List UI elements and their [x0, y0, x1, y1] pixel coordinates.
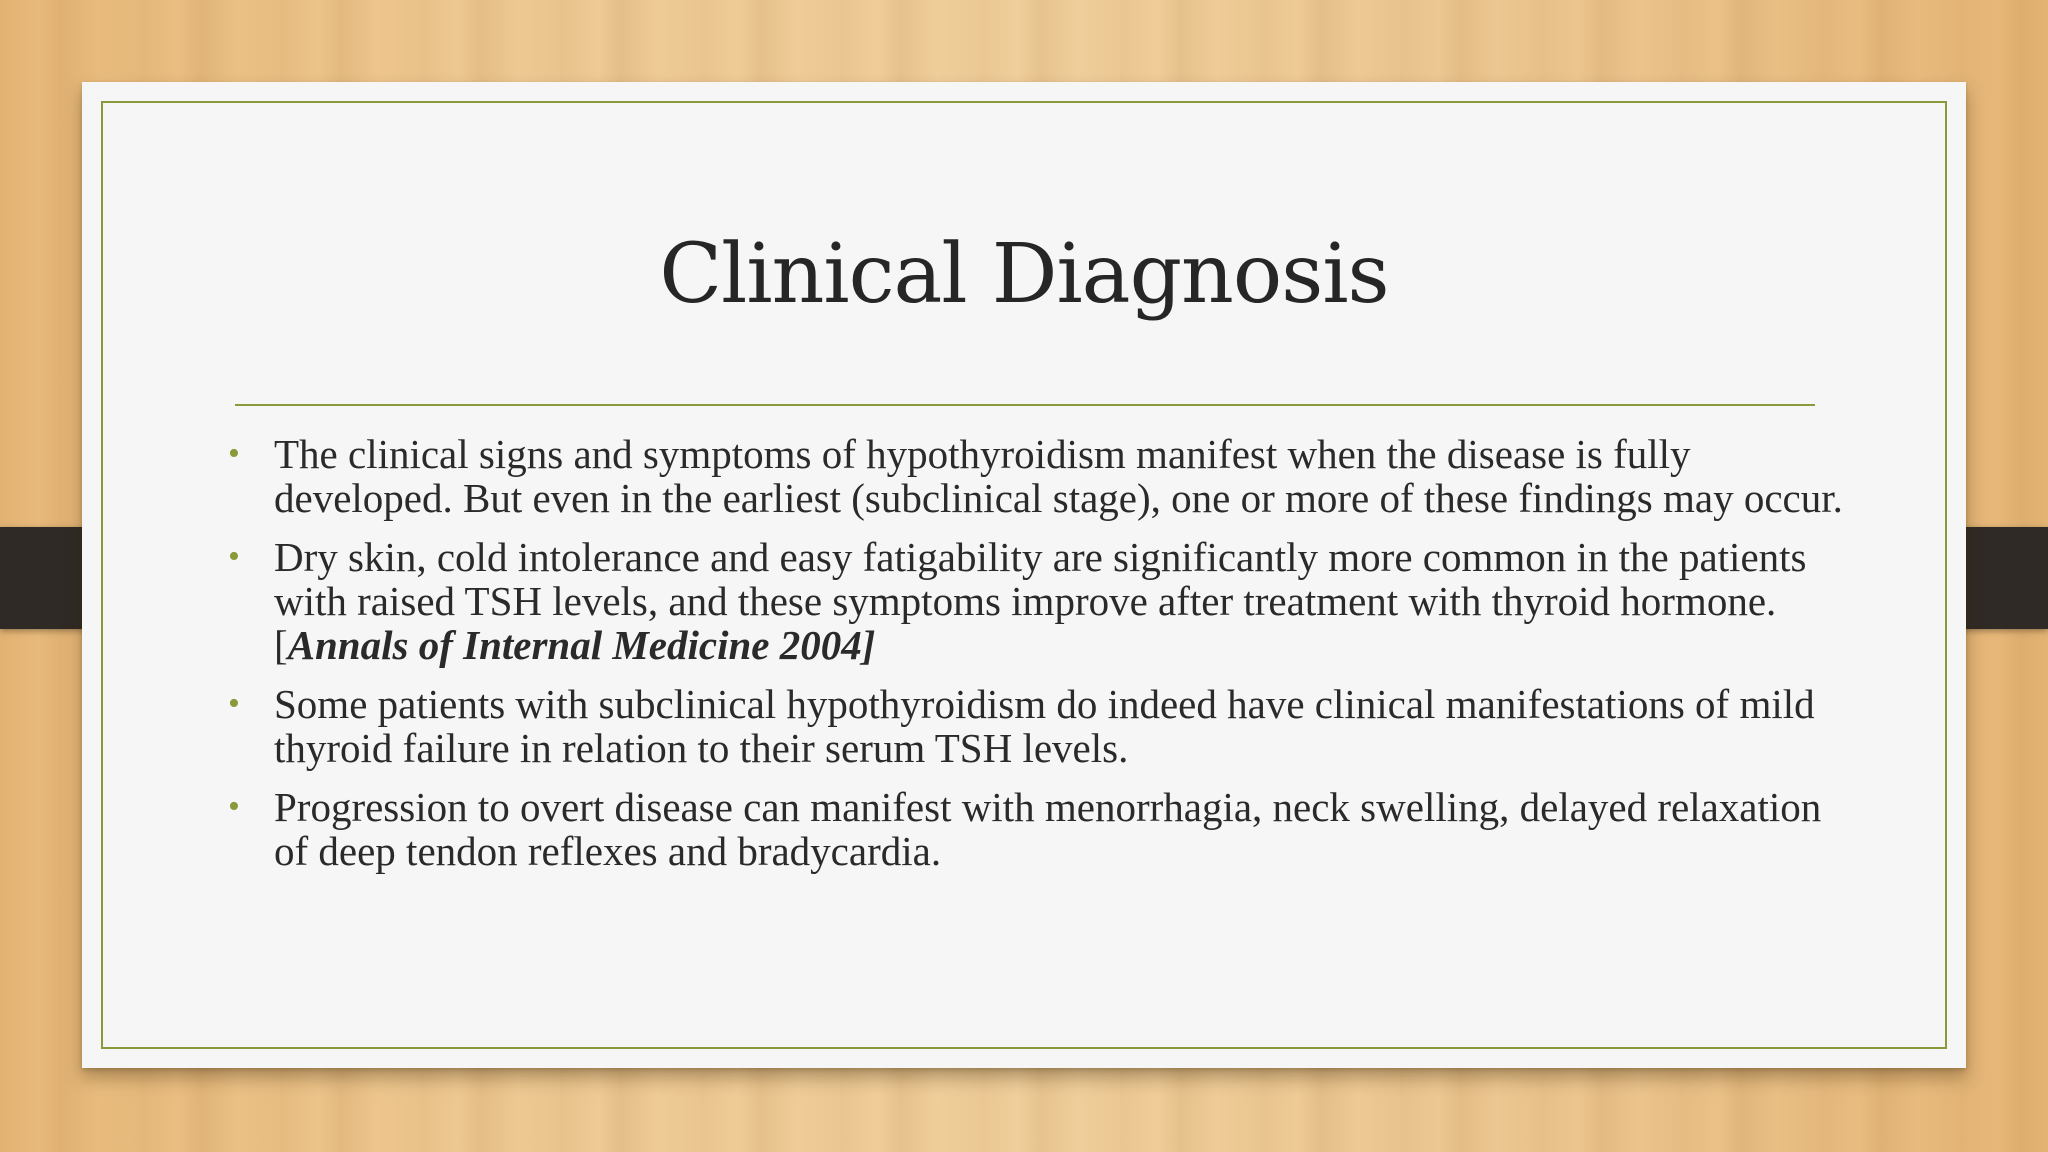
bullet-icon: •: [228, 435, 240, 472]
bullet-text: Progression to overt disease can manifest with menorrhagia, neck swelling, delayed relaxation of deep tendon reflexes and bradycardia.: [274, 784, 1822, 874]
bullet-text: Some patients with subclinical hypothyroidism do indeed have clinical manifestations of mild thyroid failure in relation to their serum TSH levels.: [274, 681, 1815, 771]
bullet-text: The clinical signs and symptoms of hypothyroidism manifest when the disease is fully developed. But even in the earliest (subclinical stage), one or more of these findings may occur.: [274, 431, 1843, 521]
title-divider: [235, 404, 1815, 406]
slide-title: Clinical Diagnosis: [659, 227, 1389, 322]
bullet-text: Dry skin, cold intolerance and easy fatigability are significantly more common in the patients with raised TSH levels, and these symptoms improve after treatment with thyroid hormone. [: [274, 534, 1807, 668]
bullet-item: [222, 535, 1862, 667]
citation: Annals of Internal Medicine 2004]: [287, 622, 876, 668]
bullet-icon: •: [228, 788, 240, 825]
bullet-list: [222, 432, 1862, 888]
bullet-icon: •: [228, 538, 240, 575]
bullet-item: [222, 432, 1862, 520]
slide: [82, 82, 1966, 1068]
bullet-item: [222, 682, 1862, 770]
bullet-item: [222, 785, 1862, 873]
bullet-icon: •: [228, 685, 240, 722]
